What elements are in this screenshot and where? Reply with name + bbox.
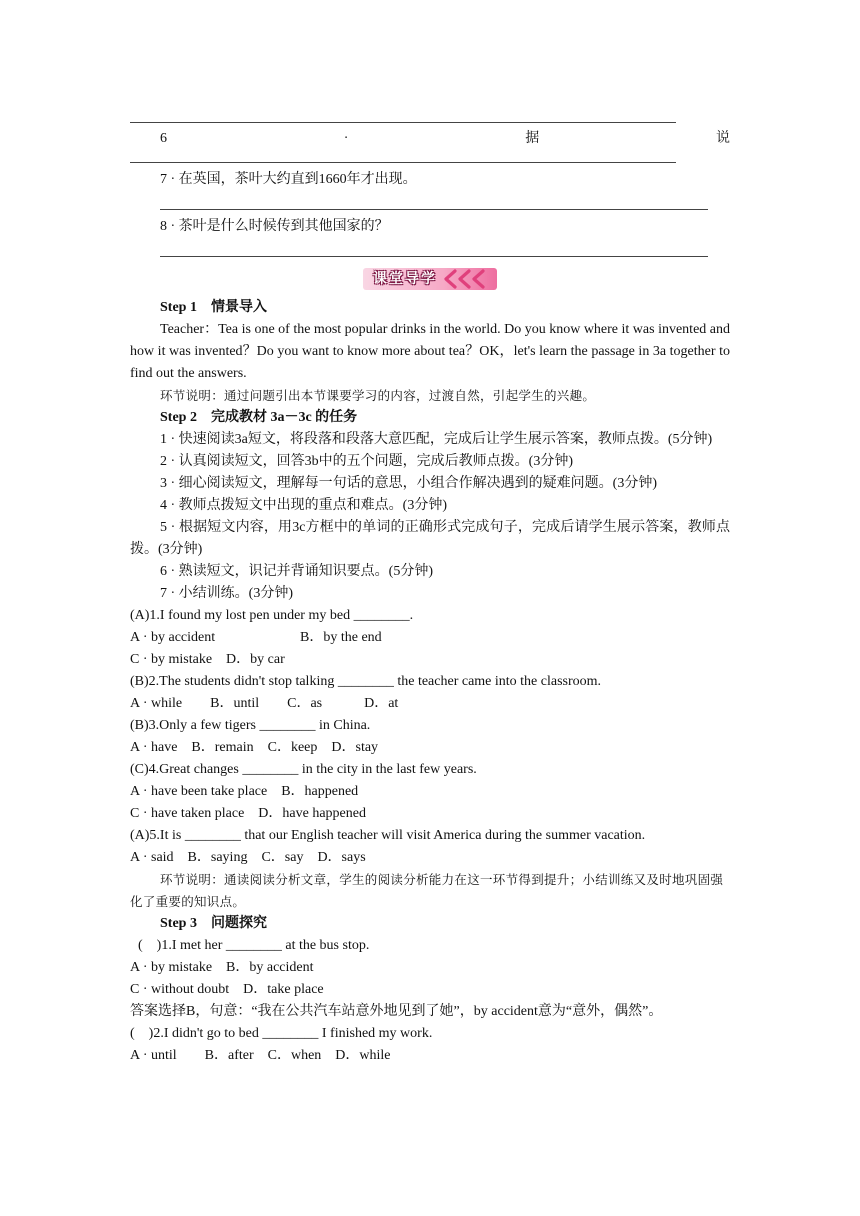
- step2-task-6: 6 · 熟读短文，识记并背诵知识要点。(5分钟): [160, 564, 433, 579]
- step3-question-1-options-1: A · by mistake B．by accident: [130, 960, 314, 975]
- question-7: 7 · 在英国，茶叶大约直到1660年才出现。: [160, 172, 417, 187]
- step2-task-7: 7 · 小结训练。(3分钟): [160, 586, 293, 601]
- question-6-word-2: 说: [715, 131, 730, 146]
- banner-label: 课堂导学: [373, 271, 437, 287]
- banner-box: [363, 268, 497, 290]
- step2-note: 环节说明：通读阅读分析文章，学生的阅读分析能力在这一环节得到提升；小结训练又及时地巩固强化了重要的知识点。: [130, 872, 724, 909]
- question-6-word-1: 据: [525, 131, 540, 146]
- step3-title: Step 3 问题探究: [160, 916, 267, 931]
- step2-task-3: 3 · 细心阅读短文，理解每一句话的意思，小组合作解决遇到的疑难问题。(3分钟): [160, 476, 657, 491]
- triple-chevron-left-icon: [441, 268, 491, 290]
- answer-blank: [160, 191, 708, 210]
- exercise-1-stem: (A)1.I found my lost pen under my bed ________.: [130, 608, 414, 623]
- exercise-5-options: A · said B．saying C．say D．says: [130, 850, 366, 865]
- exercise-1-options-2: C · by mistake D．by car: [130, 652, 285, 667]
- step3-question-2: ( )2.I didn't go to bed ________ I finished my work.: [130, 1026, 433, 1041]
- step2-title: Step 2 完成教材 3a－3c 的任务: [160, 410, 358, 425]
- exercise-5-stem: (A)5.It is ________ that our English teacher will visit America during the summer vacation.: [130, 828, 646, 843]
- step3-question-2-options: A · until B．after C．when D．while: [130, 1048, 391, 1063]
- exercise-4-stem: (C)4.Great changes ________ in the city in the last few years.: [130, 762, 477, 777]
- answer-line: [130, 122, 676, 123]
- answer-line: [130, 162, 676, 163]
- section-banner: [130, 263, 730, 295]
- question-6-row: [130, 128, 730, 150]
- exercise-4-options-2: C · have taken place D．have happened: [130, 806, 366, 821]
- answer-blank: [160, 238, 708, 257]
- step3-question-1: ( )1.I met her ________ at the bus stop.: [138, 938, 370, 953]
- question-6-number: 6: [160, 131, 167, 146]
- exercise-1-option-a: A · by accident: [130, 630, 216, 645]
- question-6-dot: ·: [343, 131, 349, 146]
- exercise-4-options-1: A · have been take place B．happened: [130, 784, 359, 799]
- exercise-3-stem: (B)3.Only a few tigers ________ in China.: [130, 718, 371, 733]
- exercise-1-option-b: B．by the end: [300, 630, 382, 645]
- step1-note: 环节说明：通过问题引出本节课要学习的内容，过渡自然，引起学生的兴趣。: [160, 388, 596, 403]
- exercise-2-options: A · while B．until C．as D．at: [130, 696, 399, 711]
- step2-task-4: 4 · 教师点拨短文中出现的重点和难点。(3分钟): [160, 498, 447, 513]
- step3-question-1-answer: 答案选择B，句意：“我在公共汽车站意外地见到了她”，by accident意为“意外，偶然”。: [130, 1004, 663, 1019]
- exercise-2-stem: (B)2.The students didn't stop talking ________ the teacher came into the classroom.: [130, 674, 602, 689]
- question-8: 8 · 茶叶是什么时候传到其他国家的？: [160, 219, 389, 234]
- step2-task-2: 2 · 认真阅读短文，回答3b中的五个问题，完成后教师点拨。(3分钟): [160, 454, 573, 469]
- exercise-3-options: A · have B．remain C．keep D．stay: [130, 740, 379, 755]
- step3-question-1-options-2: C · without doubt D．take place: [130, 982, 324, 997]
- step2-task-1: 1 · 快速阅读3a短文，将段落和段落大意匹配，完成后让学生展示答案，教师点拨。(5分钟): [160, 432, 713, 447]
- step1-teacher-text: Teacher：Tea is one of the most popular drinks in the world. Do you know where it was invented and how it was invented？Do you want to know more about tea？OK，let's learn the passage in 3a together to find out the answers.: [130, 322, 730, 381]
- exercise-1-options: [130, 627, 730, 649]
- document-page: [130, 110, 730, 1067]
- step1-title: Step 1 情景导入: [160, 300, 267, 315]
- step2-task-5: 5 · 根据短文内容，用3c方框中的单词的正确形式完成句子，完成后请学生展示答案，教师点拨。(3分钟): [130, 520, 730, 557]
